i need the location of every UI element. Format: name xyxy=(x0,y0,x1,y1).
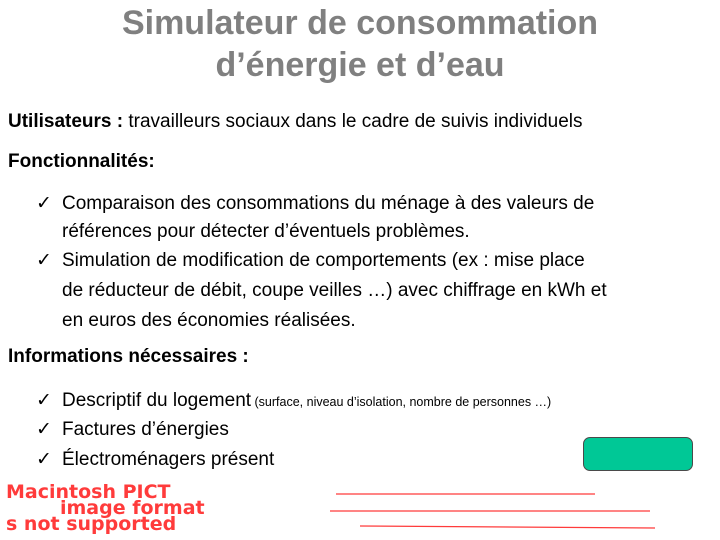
pict-line3: s not supported xyxy=(6,513,177,535)
info-item-3: Électroménagers présent xyxy=(62,449,275,470)
feature-2-line3: en euros des économies réalisées. xyxy=(62,310,356,331)
check-icon: ✓ xyxy=(36,250,52,271)
users-text: travailleurs sociaux dans le cadre de suivis individuels xyxy=(123,111,583,132)
pict-line1: Macintosh PICT xyxy=(6,484,171,503)
pict-rule xyxy=(360,526,655,528)
users-label: Utilisateurs : xyxy=(8,111,124,132)
slide-title-line1: Simulateur de consommation xyxy=(121,4,599,42)
feature-2-line2: de réducteur de débit, coupe veilles …) avec chiffrage en kWh et xyxy=(62,280,607,301)
feature-2-line1: Simulation de modification de comportements (ex : mise place xyxy=(62,250,585,271)
check-icon: ✓ xyxy=(36,449,52,470)
pict-line2: image format xyxy=(60,497,205,519)
check-icon: ✓ xyxy=(36,390,52,411)
feature-1-line2: références pour détecter d’éventuels problèmes. xyxy=(62,221,470,242)
slide-title xyxy=(0,2,720,86)
info-item-1-text: Descriptif du logement xyxy=(62,390,252,411)
info-item-2: Factures d’énergies xyxy=(62,419,229,440)
check-icon: ✓ xyxy=(36,419,52,440)
info-item-1-note: (surface, niveau d’isolation, nombre de personnes …) xyxy=(251,395,552,409)
info-heading: Informations nécessaires : xyxy=(8,346,249,367)
slide-title-line2: d’énergie et d’eau xyxy=(215,46,505,84)
users-line xyxy=(8,108,583,136)
check-icon: ✓ xyxy=(36,193,52,214)
feature-1-line1: Comparaison des consommations du ménage à des valeurs de xyxy=(62,193,595,214)
pict-placeholder-image xyxy=(0,484,720,540)
features-heading: Fonctionnalités: xyxy=(8,151,155,172)
green-button[interactable] xyxy=(583,437,693,471)
